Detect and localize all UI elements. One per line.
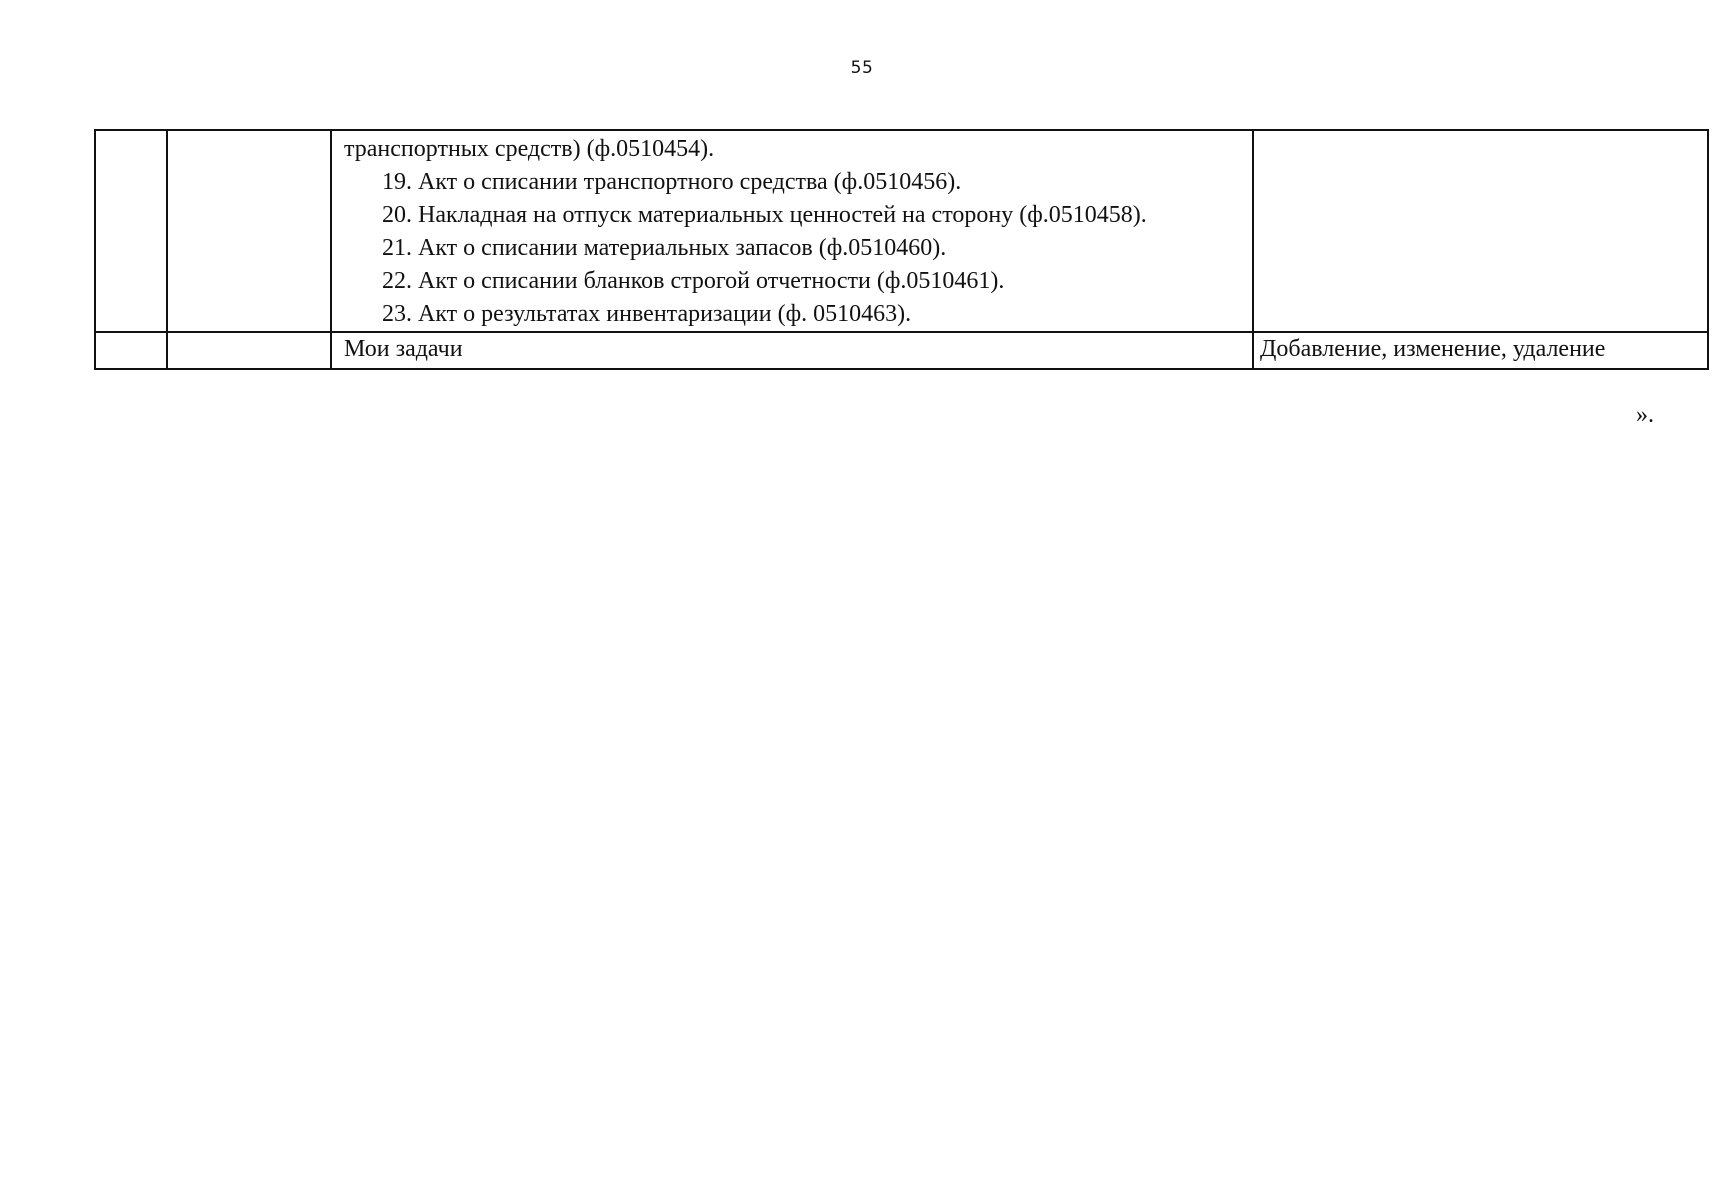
list-item: 21. Акт о списании материальных запасов (ф.0510460). <box>382 235 947 261</box>
list-item: 19. Акт о списании транспортного средства (ф.0510456). <box>382 169 962 195</box>
table-row <box>95 332 1708 369</box>
closing-quote: ». <box>1636 402 1654 428</box>
cell-empty-col1 <box>95 332 167 369</box>
table-row <box>95 130 1708 332</box>
list-item: 23. Акт о результатах инвентаризации (ф. 0510463). <box>382 301 912 327</box>
cell-empty-col2 <box>167 332 331 369</box>
document-table <box>94 129 1709 370</box>
cell-documents-list <box>331 130 1253 332</box>
documents-continuation-line: транспортных средств) (ф.0510454). <box>344 136 715 162</box>
cell-permissions: Добавление, изменение, удаление <box>1253 332 1708 369</box>
cell-empty-col2 <box>167 130 331 332</box>
cell-my-tasks: Мои задачи <box>331 332 1253 369</box>
page-number: 55 <box>850 58 874 78</box>
list-item: 20. Накладная на отпуск материальных ценностей на сторону (ф.0510458). <box>382 202 1147 228</box>
cell-empty-col1 <box>95 130 167 332</box>
list-item: 22. Акт о списании бланков строгой отчетности (ф.0510461). <box>382 268 1005 294</box>
cell-empty-col4 <box>1253 130 1708 332</box>
